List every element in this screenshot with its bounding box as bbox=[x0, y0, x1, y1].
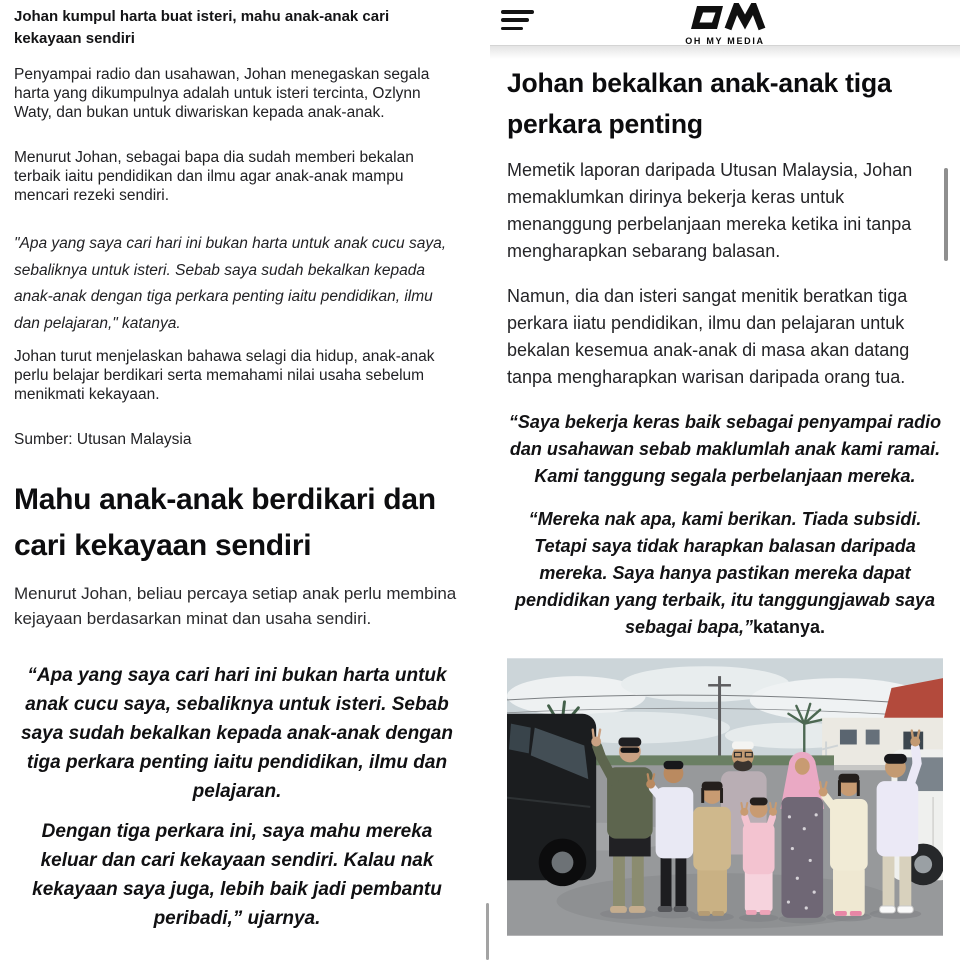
oh-my-media-logo[interactable] bbox=[681, 3, 769, 46]
article-quote-2 bbox=[508, 506, 942, 641]
left-article-heading: Johan kumpul harta buat isteri, mahu anak-anak cari kekayaan sendiri bbox=[14, 8, 390, 47]
article-quote-1: “Saya bekerja keras baik sebagai penyampai radio dan usahawan sebab maklumlah anak kami ramai. Kami tanggung segala perbelanjaan mereka. bbox=[508, 412, 942, 486]
om-logo-icon bbox=[681, 3, 769, 32]
black-suv bbox=[507, 714, 596, 886]
right-article-pane bbox=[490, 0, 960, 960]
site-header bbox=[490, 0, 960, 46]
left-paragraph-3: Johan turut menjelaskan bahawa selagi dia hidup, anak-anak perlu belajar berdikari serta memahami nilai usaha sebelum menikmati kekayaan. bbox=[14, 348, 435, 403]
article-body bbox=[490, 63, 960, 937]
quote-2-text: “Mereka nak apa, kami berikan. Tiada subsidi. Tetapi saya tidak harapkan balasan daripada mereka. Saya hanya pastikan mereka dapat pendidikan yang terbaik, itu tanggungjawab saya sebagai bapa,” bbox=[514, 509, 936, 637]
power-pole bbox=[718, 676, 721, 763]
header-shadow bbox=[490, 46, 960, 59]
logo-caption: OH MY MEDIA bbox=[685, 36, 765, 46]
family-photo-illustration bbox=[507, 657, 943, 937]
family-photo bbox=[507, 657, 943, 937]
left-paragraph-1: Penyampai radio dan usahawan, Johan menegaskan segala harta yang dikumpulnya adalah untuk isteri tercinta, Ozlynn Waty, dan bukan untuk diwariskan kepada anak-anak. bbox=[14, 66, 430, 121]
right-pane-scrollbar[interactable] bbox=[944, 168, 948, 261]
person-girl-pink bbox=[740, 797, 777, 914]
left-bold-quote-2: Dengan tiga perkara ini, saya mahu mereka keluar dan cari kekayaan sendiri. Kalau nak kekayaan saya juga, lebih baik jadi pembantu peribadi,” ujarnya. bbox=[32, 821, 442, 929]
person-mother bbox=[780, 752, 824, 918]
left-italic-quote: "Apa yang saya cari hari ini bukan harta untuk anak cucu saya, sebaliknya untuk isteri. Sebab saya sudah bekalkan kepada anak-anak dengan tiga perkara penting iaitu pendidikan, ilmu dan pelajaran," katanya. bbox=[14, 235, 447, 332]
article-paragraph-2: Namun, dia dan isteri sangat menitik beratkan tiga perkara iiatu pendidikan, ilmu dan pelajaran untuk bekalan kesemua anak-anak di masa akan datang tanpa mengharapkan warisan daripada orang tua. bbox=[507, 286, 910, 387]
left-paragraph-2: Menurut Johan, sebagai bapa dia sudah memberi bekalan terbaik iaitu pendidikan dan ilmu agar anak-anak mampu mencari rezeki sendiri. bbox=[14, 149, 414, 204]
article-paragraph-1: Memetik laporan daripada Utusan Malaysia, Johan memaklumkan dirinya bekerja keras untuk menanggung perbelanjaan mereka ketika ini tanpa mengharapkan sebarang balasan. bbox=[507, 160, 913, 261]
left-bold-quote-1: “Apa yang saya cari hari ini bukan harta untuk anak cucu saya, sebaliknya untuk isteri. Sebab saya sudah bekalkan kepada anak-anak dengan tiga perkara penting iaitu pendidikan, ilmu dan pelajaran. bbox=[21, 665, 453, 802]
left-paragraph-4: Menurut Johan, beliau percaya setiap anak perlu membina kejayaan berdasarkan minat dan usaha sendiri. bbox=[14, 584, 457, 628]
left-section-heading: Mahu anak-anak berdikari dan cari kekayaan sendiri bbox=[14, 483, 436, 562]
quote-2-attribution: katanya. bbox=[753, 617, 826, 637]
hamburger-menu-icon[interactable] bbox=[501, 10, 537, 36]
article-title: Johan bekalkan anak-anak tiga perkara penting bbox=[507, 68, 892, 139]
left-source-line: Sumber: Utusan Malaysia bbox=[14, 431, 192, 448]
left-pane-scrollbar[interactable] bbox=[486, 903, 490, 960]
